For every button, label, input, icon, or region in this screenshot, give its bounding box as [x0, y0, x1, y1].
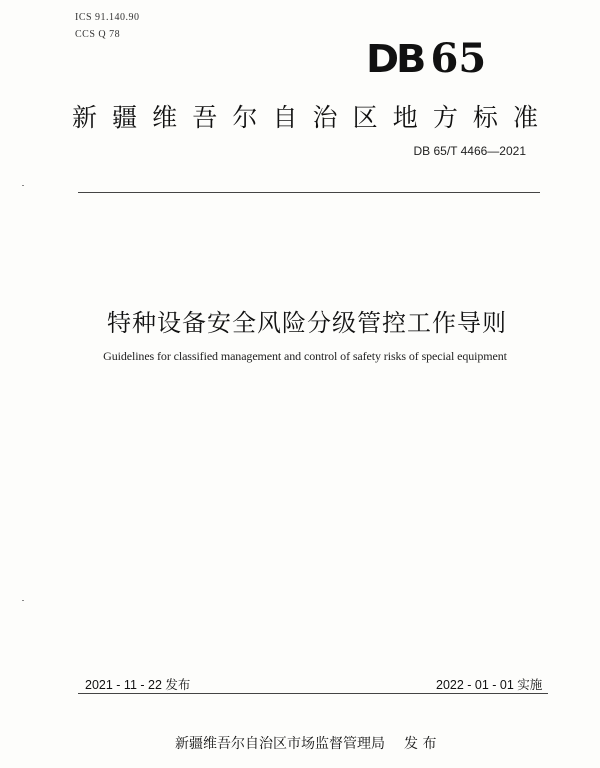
standard-number: DB 65/T 4466—2021	[413, 144, 526, 158]
issuing-authority: 新疆维吾尔自治区市场监督管理局	[175, 736, 385, 752]
implement-date: 2022 - 01 - 01 实施	[436, 678, 543, 692]
header-divider	[78, 192, 540, 193]
scan-speck	[22, 600, 24, 601]
footer-divider	[78, 693, 548, 694]
page-title-english: Guidelines for classified management and control of safety risks of special equipment	[103, 349, 507, 363]
page-title: 特种设备安全风险分级管控工作导则	[107, 309, 507, 337]
issue-date: 2021 - 11 - 22 发布	[85, 678, 191, 692]
logo-number: 65	[430, 35, 487, 82]
logo-prefix: DB	[366, 37, 424, 81]
document-category: 新 疆 维 吾 尔 自 治 区 地 方 标 准	[72, 103, 538, 132]
ics-code: ICS 91.140.90	[75, 12, 140, 23]
issue-action: 发 布	[404, 736, 437, 752]
db65-logo	[366, 36, 500, 86]
ccs-code: CCS Q 78	[75, 29, 121, 40]
scan-speck	[22, 185, 24, 186]
